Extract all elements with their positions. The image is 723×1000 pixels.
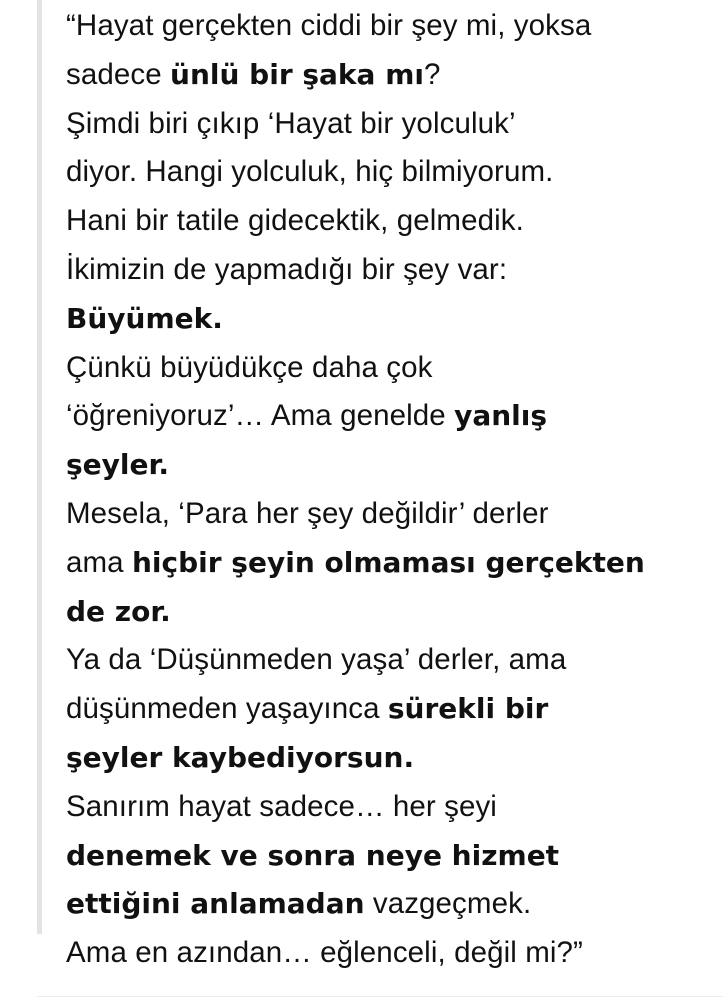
quote-line xyxy=(66,832,716,881)
text-run: vazgeçmek. xyxy=(364,887,532,921)
quote-line xyxy=(66,148,716,197)
text-run: ama xyxy=(66,545,132,579)
blockquote-bar xyxy=(37,0,42,934)
text-run: sadece xyxy=(66,57,171,91)
text-run: ‘öğreniyoruz’… Ama genelde xyxy=(66,399,455,433)
quote-line xyxy=(66,539,716,588)
divider xyxy=(37,996,723,997)
text-run: ? xyxy=(423,57,441,91)
bold-text-run: ettiğini anlamadan xyxy=(66,887,365,921)
quote-line xyxy=(66,783,716,832)
text-run: düşünmeden yaşayınca xyxy=(66,692,388,726)
bold-text-run: şeyler kaybediyorsun. xyxy=(66,740,415,774)
bold-text-run: yanlış xyxy=(454,399,548,433)
text-run: Sanırım hayat sadece… her şeyi xyxy=(66,789,497,823)
text-run: Hani bir tatile gidecektik, gelmedik. xyxy=(66,204,524,238)
quote-line xyxy=(66,588,716,637)
quote-line xyxy=(66,441,716,490)
quote-line xyxy=(66,344,716,393)
quote-line xyxy=(66,734,716,783)
text-run: Mesela, ‘Para her şey değildir’ derler xyxy=(66,496,549,530)
text-run: Ya da ‘Düşünmeden yaşa’ derler, ama xyxy=(66,643,567,677)
quote-block[interactable] xyxy=(66,2,716,978)
bold-text-run: denemek ve sonra neye hizmet xyxy=(66,838,560,872)
quote-line xyxy=(66,246,716,295)
text-run: Şimdi biri çıkıp ‘Hayat bir yolculuk’ xyxy=(66,106,516,140)
bold-text-run: şeyler. xyxy=(66,448,169,482)
bold-text-run: sürekli bir xyxy=(387,692,549,726)
bold-text-run: ünlü bir şaka mı xyxy=(170,57,424,91)
quote-line xyxy=(66,490,716,539)
text-run: “Hayat gerçekten ciddi bir şey mi, yoksa xyxy=(66,9,592,42)
text-run: Çünkü büyüdükçe daha çok xyxy=(66,350,433,384)
quote-line xyxy=(66,880,716,929)
quote-line xyxy=(66,197,716,246)
text-run: Ama en azından… eğlenceli, değil mi?” xyxy=(66,936,583,970)
quote-line xyxy=(66,929,716,978)
quote-line xyxy=(66,636,716,685)
quote-line xyxy=(66,51,716,100)
bold-text-run: de zor. xyxy=(66,594,171,628)
bold-text-run: Büyümek. xyxy=(66,301,223,335)
text-run: İkimizin de yapmadığı bir şey var: xyxy=(66,252,508,286)
text-run: diyor. Hangi yolculuk, hiç bilmiyorum. xyxy=(66,155,554,189)
quote-line xyxy=(66,685,716,734)
quote-line xyxy=(66,2,716,51)
quote-line xyxy=(66,100,716,149)
bold-text-run: hiçbir şeyin olmaması gerçekten xyxy=(131,545,645,579)
quote-line xyxy=(66,295,716,344)
quote-line xyxy=(66,392,716,441)
